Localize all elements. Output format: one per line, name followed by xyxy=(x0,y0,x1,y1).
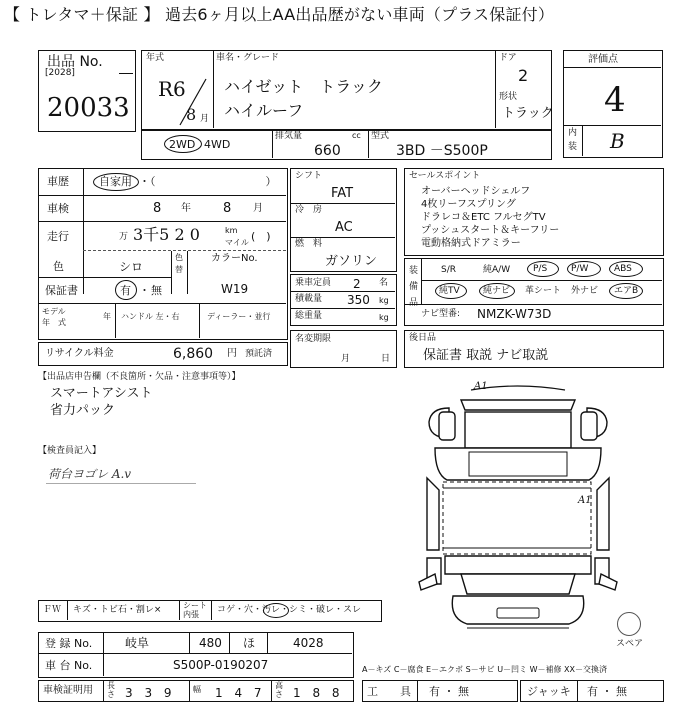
year-month: 8 xyxy=(186,105,197,124)
drive-2wd: 2WD xyxy=(169,138,196,151)
equip-ext-navi: 外ナビ xyxy=(571,286,599,296)
capacity-block xyxy=(290,274,397,326)
seat-label-2: 内張 xyxy=(183,610,199,619)
lot-tag: [2028] xyxy=(45,68,75,78)
handle-option: ハンドル 左・右 xyxy=(121,312,180,321)
model-year-unit: 年 xyxy=(103,312,111,321)
capacity-label: 乗車定員 xyxy=(295,278,332,288)
mileage-label: 走行 xyxy=(47,230,69,243)
inspector-note: 荷台ヨゴレ A.v xyxy=(48,467,132,481)
year-month-unit: 月 xyxy=(200,114,210,124)
shift-value: FAT xyxy=(331,186,354,201)
recycle-note: 預託済 xyxy=(245,349,273,359)
dealer-option: ディーラー・並行 xyxy=(207,312,271,321)
capacity-value: 2 xyxy=(353,277,361,291)
inspection-year-unit: 年 xyxy=(181,203,191,214)
doors-label: ドア xyxy=(499,53,517,63)
fw-label: ＦＷ xyxy=(43,605,62,615)
history-value: 自家用 xyxy=(99,175,132,188)
load-value: 350 xyxy=(347,293,370,307)
width-label: 幅 xyxy=(193,685,201,694)
equipment-label-1: 装 xyxy=(409,266,419,276)
chassis-label: 車 台 No. xyxy=(45,659,93,672)
sales-points-label: セールスポイント xyxy=(409,171,481,181)
mileage-unit-km: km xyxy=(225,226,238,235)
seat-items: コゲ・穴・汚レ・シミ・破レ・スレ xyxy=(217,605,362,615)
model-year-label-2: 年 式 xyxy=(42,318,66,327)
model-year-label-1: モデル xyxy=(42,307,66,316)
displacement-unit: cc xyxy=(352,131,361,140)
load-label: 積載量 xyxy=(295,294,323,304)
mileage-suffix: ( ) xyxy=(251,230,271,243)
equip-pw: P/W xyxy=(571,264,589,274)
spec-row xyxy=(141,130,552,160)
tools-block xyxy=(362,680,518,702)
inspector-label: 【検査員記入】 xyxy=(38,446,102,456)
grade-box xyxy=(563,50,663,158)
later-label: 後日品 xyxy=(409,333,437,343)
total-weight-unit: kg xyxy=(379,313,389,322)
interior-grade: B xyxy=(610,129,625,153)
recycle-block xyxy=(38,342,288,366)
equip-ps: P/S xyxy=(533,264,548,274)
damage-mark: A1 xyxy=(578,495,592,506)
lot-label: 出品 No. xyxy=(47,54,103,70)
tools-value: 有 ・ 無 xyxy=(429,685,469,698)
equip-airbag: エアB xyxy=(614,286,639,296)
cert-label: 車検証明用 xyxy=(43,685,93,696)
damage-mark: A1 xyxy=(474,381,488,392)
equipment-label-3: 品 xyxy=(409,298,419,308)
color-swap-2: 替 xyxy=(175,265,183,274)
inspection-year: 8 xyxy=(153,201,162,216)
mileage-man: 万 xyxy=(119,232,129,242)
lot-box xyxy=(38,50,136,132)
warranty-sep: ・ xyxy=(139,284,150,297)
navi-model: NMZK-W73D xyxy=(477,307,552,321)
spare-label: スペア xyxy=(616,639,644,649)
equip-abs: ABS xyxy=(614,264,632,274)
warranty-label: 保証書 xyxy=(45,284,78,297)
model-name: ハイゼット トラック xyxy=(224,77,383,96)
tools-label: 工 具 xyxy=(367,685,411,698)
equip-alloy: 純A/W xyxy=(483,265,511,275)
registration-place: 岐阜 xyxy=(125,636,150,650)
shape-label: 形状 xyxy=(499,92,518,102)
capacity-unit: 名 xyxy=(379,278,389,288)
inspection-label: 車検 xyxy=(47,202,69,215)
chassis-value: S500P-0190207 xyxy=(173,658,269,672)
registration-class: 480 xyxy=(199,636,222,650)
sales-point-item: オーバーヘッドシェルフ xyxy=(421,186,531,197)
color-no-value: W19 xyxy=(221,282,249,296)
model-label: 車名・グレード xyxy=(216,53,280,63)
height-label-1: 高 xyxy=(275,681,283,690)
sales-point-item: プッシュスタート＆キーフリー xyxy=(421,225,560,236)
registration-label: 登 録 No. xyxy=(45,637,93,650)
jack-block xyxy=(520,680,664,702)
fuel-value: ガソリン xyxy=(325,254,378,269)
sales-point-item: 4枚リーフスプリング xyxy=(421,199,516,210)
cert-height: 1 8 8 xyxy=(293,686,344,700)
grade-label: 評価点 xyxy=(588,54,618,65)
history-label: 車歴 xyxy=(47,175,69,188)
recycle-unit: 円 xyxy=(227,348,237,359)
equip-leather: 革シート xyxy=(525,286,562,296)
warranty-no: 無 xyxy=(151,284,162,297)
shift-label: シフト xyxy=(295,171,323,181)
drive-4wd: 4WD xyxy=(204,138,231,151)
jack-label: ジャッキ xyxy=(527,685,571,698)
total-weight-label: 総重量 xyxy=(295,311,323,321)
interior-label-1: 内 xyxy=(568,128,578,138)
damage-legend: A－キズ C－腐食 E－エクボ S－サビ U－凹ミ W－補修 XX－交換済 xyxy=(362,665,608,674)
load-unit: kg xyxy=(379,296,389,305)
sales-point-item: 電動格納式ドアミラー xyxy=(421,238,521,249)
registration-number: 4028 xyxy=(293,636,324,650)
fw-row xyxy=(38,600,382,622)
equip-tv: 純TV xyxy=(439,286,460,296)
year-label: 年式 xyxy=(146,53,165,63)
equip-navi: 純ナビ xyxy=(483,286,511,296)
jack-value: 有 ・ 無 xyxy=(587,685,627,698)
name-change-block xyxy=(290,330,397,368)
color-value: シロ xyxy=(119,260,144,274)
ac-value: AC xyxy=(335,220,353,235)
sales-points-block xyxy=(404,168,664,256)
name-change-label: 名変期限 xyxy=(295,334,332,344)
later-value: 保証書 取説 ナビ取説 xyxy=(423,348,549,363)
registration-block xyxy=(38,632,354,678)
equipment-block xyxy=(404,258,664,326)
fw-items: キズ・トビ石・割レ× xyxy=(73,605,162,615)
navi-label: ナビ型番: xyxy=(421,309,461,319)
page-header: 【 トレタマ＋保証 】 過去6ヶ月以上AA出品歴がない車両（プラス保証付） xyxy=(4,5,555,24)
history-rest: ・（ ） xyxy=(139,175,277,188)
color-label: 色 xyxy=(53,260,64,273)
equip-sr: S/R xyxy=(441,265,456,275)
height-label-2: さ xyxy=(275,690,283,699)
fuel-label: 燃 料 xyxy=(295,239,323,249)
spare-tire-icon xyxy=(617,612,641,636)
cert-block xyxy=(38,680,354,702)
type-value: 3BD －S500P xyxy=(396,143,488,159)
seller-note-line: スマートアシスト xyxy=(50,386,153,401)
grade-score: 4 xyxy=(604,80,626,120)
cert-length: 3 3 9 xyxy=(125,686,176,700)
len-label-2: さ xyxy=(107,690,115,699)
model-grade: ハイルーフ xyxy=(224,101,304,120)
vehicle-diagram xyxy=(405,378,645,634)
color-no-label: カラーNo. xyxy=(211,253,258,264)
displacement-label: 排気量 xyxy=(275,131,303,141)
inspection-month-unit: 月 xyxy=(253,203,263,214)
mechanics-block xyxy=(290,168,397,272)
warranty-yes: 有 xyxy=(120,284,131,297)
equipment-label-2: 備 xyxy=(409,282,419,292)
cert-width: 1 4 7 xyxy=(215,686,266,700)
later-items-block xyxy=(404,330,664,368)
seller-note-line: 省力パック xyxy=(50,403,116,418)
mileage-unit-mile: マイル xyxy=(225,238,249,247)
name-change-day: 日 xyxy=(381,354,391,364)
doors-value: 2 xyxy=(518,66,529,85)
lot-number: 20033 xyxy=(47,93,130,123)
interior-label-2: 装 xyxy=(568,142,578,152)
mileage-digits: 3千5 2 0 xyxy=(133,225,200,244)
shape-value: トラック xyxy=(502,106,554,121)
color-swap-1: 色 xyxy=(175,253,183,262)
len-label-1: 長 xyxy=(107,681,115,690)
sales-point-item: ドラレコ＆ETC フルセグTV xyxy=(421,212,546,223)
vehicle-box xyxy=(141,50,552,130)
seat-label-1: シート xyxy=(183,601,207,610)
inspection-month: 8 xyxy=(223,201,232,216)
registration-kana: ほ xyxy=(243,636,256,650)
ac-label: 冷 房 xyxy=(295,205,323,215)
year-era: R6 xyxy=(158,77,186,101)
recycle-value: 6,860 xyxy=(173,346,214,362)
name-change-month: 月 xyxy=(341,354,351,364)
history-block xyxy=(38,168,288,340)
type-label: 型式 xyxy=(371,131,390,141)
recycle-label: リサイクル料金 xyxy=(45,348,114,359)
displacement-value: 660 xyxy=(314,143,341,159)
seller-notes-label: 【出品店申告欄（不良箇所・欠品・注意事項等）】 xyxy=(38,372,241,382)
